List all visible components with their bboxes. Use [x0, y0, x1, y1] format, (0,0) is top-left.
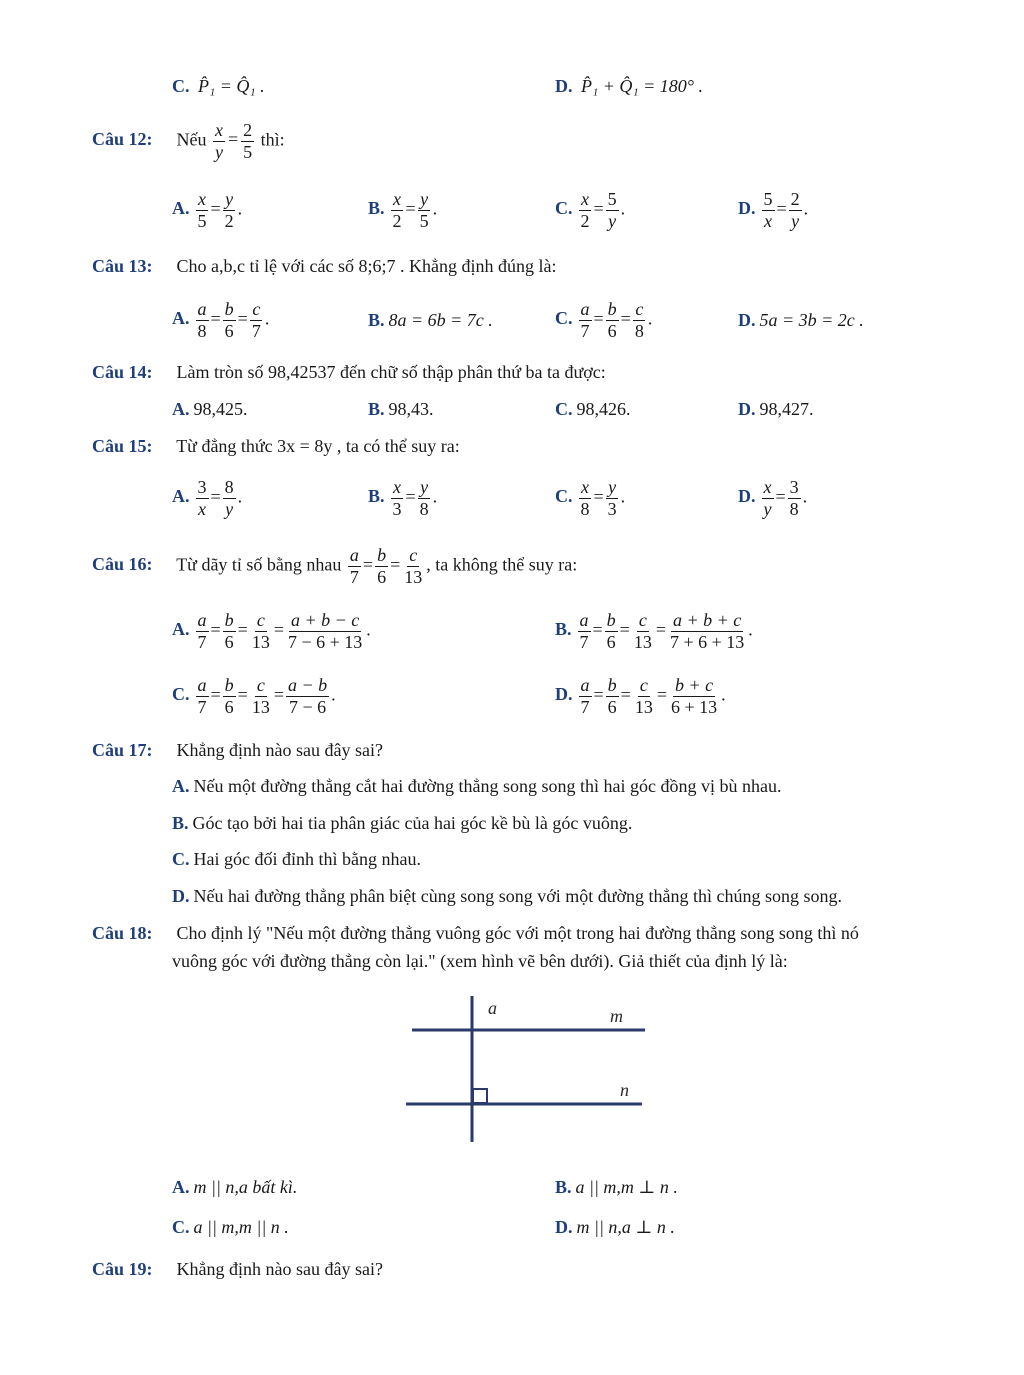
question-14 — [92, 362, 606, 383]
question-13 — [92, 256, 556, 277]
q15-choice-a: A. $\frac{3}{x}$ = $\frac{8}{y}$ . — [172, 477, 243, 519]
choice-label: C. — [172, 849, 190, 869]
q14-choice-a — [172, 399, 248, 420]
q18-choice-c — [172, 1217, 289, 1238]
q12-choice-a: A. $\frac{x}{5}$ = $\frac{y}{2}$ . — [172, 189, 243, 231]
q17-choice-a — [172, 776, 781, 797]
fraction: $\frac{x}{y}$ — [215, 120, 223, 162]
choice-label: C. — [555, 308, 573, 329]
question-17 — [92, 740, 383, 761]
q17-choice-c — [172, 849, 421, 870]
choice-label: D. — [738, 399, 756, 419]
choice-label: A. — [172, 198, 190, 219]
choice-label: B. — [555, 619, 572, 640]
q13-choice-a: A. $\frac{a}{8}$ = $\frac{b}{6}$ = $\frac{c}{7}$ . — [172, 299, 270, 341]
question-18 — [92, 923, 859, 944]
choice-label: D. — [738, 198, 756, 219]
choice-text: Nếu một đường thẳng cắt hai đường thẳng song song thì hai góc đồng vị bù nhau. — [193, 776, 782, 796]
question-label: Câu 15: — [92, 436, 153, 456]
question-text: Khẳng định nào sau đây sai? — [176, 1259, 383, 1279]
choice-text: Góc tạo bởi hai tia phân giác của hai góc kề bù là góc vuông. — [192, 813, 633, 833]
choice-label: C. — [555, 198, 573, 219]
choice-label: D. — [738, 310, 756, 330]
question-16: Câu 16: Từ dãy tỉ số bằng nhau $\frac{a}{7}$ = $\frac{b}{6}$ = $\frac{c}{13}$ , ta không thể suy ra: — [92, 545, 578, 587]
choice-text: 98,426. — [576, 399, 631, 419]
choice-text: a || m,m ⊥ n . — [575, 1177, 678, 1197]
question-label: Câu 13: — [92, 256, 153, 276]
fraction: $\frac{2}{5}$ — [243, 120, 253, 162]
q16-choice-d: D. $\frac{a}{7}$ = $\frac{b}{6}$ = $\frac{c}{13}$ = $\frac{b + c}{6 + 13}$ . — [555, 675, 726, 717]
choice-label: D. — [555, 1217, 573, 1237]
choice-label: A. — [172, 308, 190, 329]
q14-choice-c — [555, 399, 631, 420]
choice-label: A. — [172, 486, 190, 507]
right-angle-mark — [473, 1089, 487, 1103]
choice-label: C. — [555, 399, 573, 419]
q16-choice-a: A. $\frac{a}{7}$ = $\frac{b}{6}$ = $\frac{c}{13}$ = $\frac{a + b - c}{7 - 6 + 13}$ . — [172, 610, 371, 652]
question-text: Cho a,b,c tỉ lệ với các số 8;6;7 . Khẳng định đúng là: — [176, 256, 557, 276]
choice-text: Hai góc đối đỉnh thì bằng nhau. — [193, 849, 421, 869]
choice-label: D. — [555, 684, 573, 705]
q13-choice-b — [368, 310, 493, 331]
question-text: Làm tròn số 98,42537 đến chữ số thập phân thứ ba ta được: — [176, 362, 606, 382]
question-label: Câu 19: — [92, 1259, 153, 1279]
choice-label: B. — [368, 310, 385, 330]
choice-label: B. — [555, 1177, 572, 1197]
question-label: Câu 12: — [92, 129, 153, 150]
question-text: vuông góc với đường thẳng còn lại." (xem hình vẽ bên dưới). Giả thiết của định lý là: — [172, 951, 788, 971]
choice-label: C. — [172, 684, 190, 705]
question-19 — [92, 1259, 383, 1280]
choice-text: P̂₁ + Q̂₁ = 180° . — [581, 76, 704, 96]
choice-label: A. — [172, 399, 190, 419]
q18-choice-d — [555, 1217, 675, 1238]
q15-choice-c: C. $\frac{x}{8}$ = $\frac{y}{3}$ . — [555, 477, 626, 519]
q12-choice-b: B. $\frac{x}{2}$ = $\frac{y}{5}$ . — [368, 189, 438, 231]
q11-choice-c — [172, 76, 265, 97]
q16-choice-b: B. $\frac{a}{7}$ = $\frac{b}{6}$ = $\frac{c}{13}$ = $\frac{a + b + c}{7 + 6 + 13}$ . — [555, 610, 753, 652]
question-15 — [92, 436, 460, 457]
choice-label: D. — [555, 76, 573, 96]
choice-label: B. — [368, 399, 385, 419]
choice-text: 98,43. — [388, 399, 434, 419]
question-18-continued — [172, 951, 788, 972]
choice-text: m || n,a bất kì. — [193, 1177, 298, 1197]
choice-label: A. — [172, 619, 190, 640]
question-label: Câu 18: — [92, 923, 153, 943]
choice-label: C. — [172, 1217, 190, 1237]
question-label: Câu 16: — [92, 554, 153, 575]
q18-choice-b — [555, 1177, 678, 1198]
q12-choice-c: C. $\frac{x}{2}$ = $\frac{5}{y}$ . — [555, 189, 626, 231]
q17-choice-b — [172, 813, 632, 834]
q12-choice-d: D. $\frac{5}{x}$ = $\frac{2}{y}$ . — [738, 189, 809, 231]
choice-label: A. — [172, 776, 190, 796]
choice-label: B. — [368, 486, 385, 507]
question-12: Câu 12: Nếu $\frac{x}{y}$ = $\frac{2}{5}$ thì: — [92, 120, 285, 162]
q13-choice-d — [738, 310, 864, 331]
choice-text: 98,425. — [193, 399, 248, 419]
parallel-lines-figure — [400, 990, 660, 1150]
question-text: Cho định lý "Nếu một đường thẳng vuông góc với một trong hai đường thẳng song song thì nó — [176, 923, 859, 943]
question-text: thì: — [260, 129, 285, 150]
question-text: Từ dãy tỉ số bằng nhau — [176, 554, 342, 575]
choice-label: C. — [555, 486, 573, 507]
question-label: Câu 17: — [92, 740, 153, 760]
question-text: Từ đẳng thức 3x = 8y , ta có thể suy ra: — [176, 436, 460, 456]
question-text: Khẳng định nào sau đây sai? — [176, 740, 383, 760]
label-a: a — [488, 998, 497, 1018]
q15-choice-b: B. $\frac{x}{3}$ = $\frac{y}{8}$ . — [368, 477, 438, 519]
choice-text: 8a = 6b = 7c . — [388, 310, 493, 330]
choice-text: m || n,a ⊥ n . — [576, 1217, 675, 1237]
choice-label: C. — [172, 76, 190, 96]
choice-label: B. — [368, 198, 385, 219]
q15-choice-d: D. $\frac{x}{y}$ = $\frac{3}{8}$ . — [738, 477, 808, 519]
choice-label: A. — [172, 1177, 190, 1197]
choice-label: D. — [172, 886, 190, 906]
q13-choice-c: C. $\frac{a}{7}$ = $\frac{b}{6}$ = $\frac{c}{8}$ . — [555, 299, 653, 341]
q14-choice-d — [738, 399, 814, 420]
q16-choice-c: C. $\frac{a}{7}$ = $\frac{b}{6}$ = $\frac{c}{13}$ = $\frac{a - b}{7 - 6}$ . — [172, 675, 336, 717]
question-text: , ta không thể suy ra: — [426, 554, 578, 575]
choice-text: 98,427. — [759, 399, 814, 419]
q18-choice-a — [172, 1177, 297, 1198]
label-n: n — [620, 1080, 629, 1100]
choice-label: D. — [738, 486, 756, 507]
label-m: m — [610, 1006, 623, 1026]
choice-label: B. — [172, 813, 189, 833]
choice-text: 5a = 3b = 2c . — [759, 310, 864, 330]
q14-choice-b — [368, 399, 434, 420]
question-text: Nếu — [176, 129, 207, 150]
choice-text: Nếu hai đường thẳng phân biệt cùng song song với một đường thẳng thì chúng song song. — [193, 886, 843, 906]
choice-text: P̂₁ = Q̂₁ . — [198, 76, 265, 96]
question-label: Câu 14: — [92, 362, 153, 382]
q17-choice-d — [172, 886, 842, 907]
q11-choice-d — [555, 76, 703, 97]
choice-text: a || m,m || n . — [193, 1217, 289, 1237]
